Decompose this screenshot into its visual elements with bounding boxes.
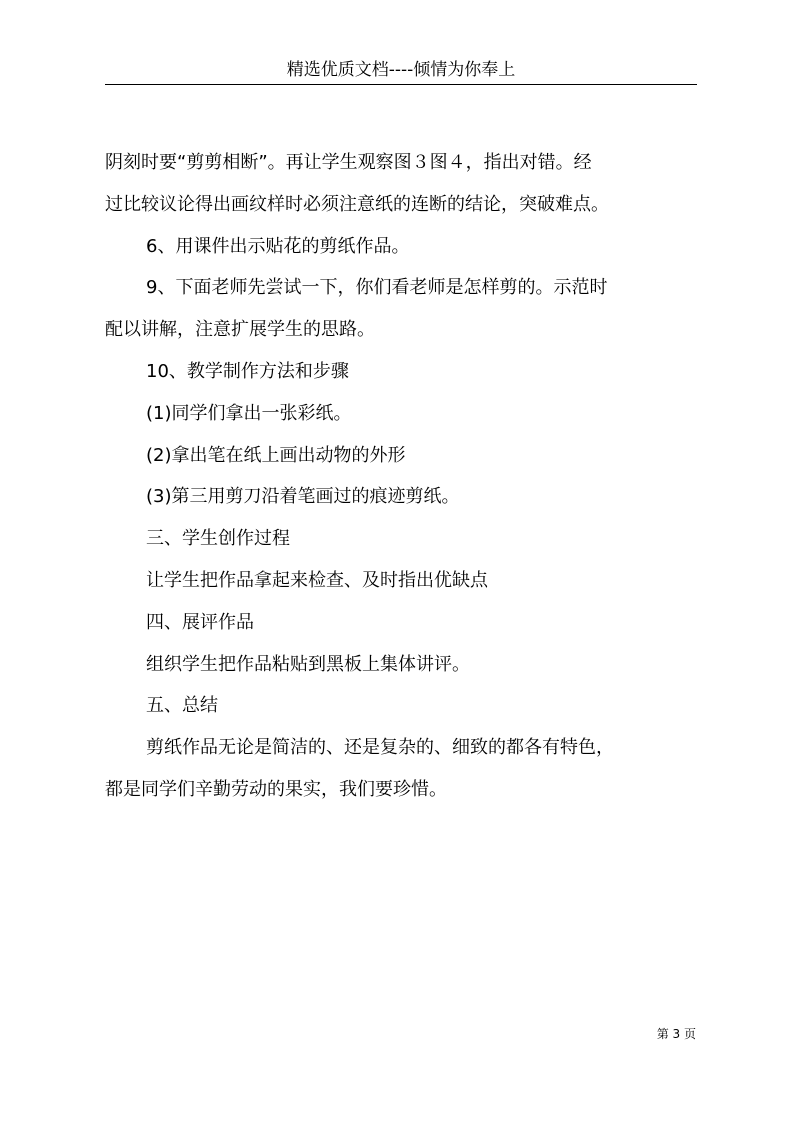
section-heading: 五、总结 (146, 695, 218, 717)
paragraph-line: 过比较议论得出画纹样时必须注意纸的连断的结论，突破难点。 (105, 193, 609, 215)
paragraph-line: 让学生把作品拿起来检查、及时指出优缺点 (146, 569, 488, 591)
paragraph-line: 配以讲解，注意扩展学生的思路。 (105, 319, 375, 341)
section-heading: 三、学生创作过程 (146, 528, 290, 550)
paragraph-line: (1)同学们拿出一张彩纸。 (146, 402, 352, 424)
page-header (105, 56, 697, 85)
paragraph-line: 组织学生把作品粘贴到黑板上集体讲评。 (146, 653, 470, 675)
paragraph-line: 阴刻时要“剪剪相断”。再让学生观察图３图４，指出对错。经 (105, 152, 592, 173)
page-number: 第 3 页 (656, 1027, 696, 1041)
header-title: 精选优质文档----倾情为你奉上 (286, 60, 516, 80)
paragraph-line: (3)第三用剪刀沿着笔画过的痕迹剪纸。 (146, 486, 460, 508)
section-heading: 四、展评作品 (146, 611, 254, 633)
paragraph-line: 6、用课件出示贴花的剪纸作品。 (146, 235, 410, 257)
document-body (105, 142, 705, 811)
paragraph-line: 剪纸作品无论是简洁的、还是复杂的、细致的都各有特色， (146, 737, 614, 759)
paragraph-line: 10、教学制作方法和步骤 (146, 360, 349, 382)
paragraph-line: 都是同学们辛勤劳动的果实，我们要珍惜。 (105, 778, 447, 800)
paragraph-line: (2)拿出笔在纸上画出动物的外形 (146, 444, 406, 466)
paragraph-line: 9、下面老师先尝试一下，你们看老师是怎样剪的。示范时 (146, 277, 608, 299)
